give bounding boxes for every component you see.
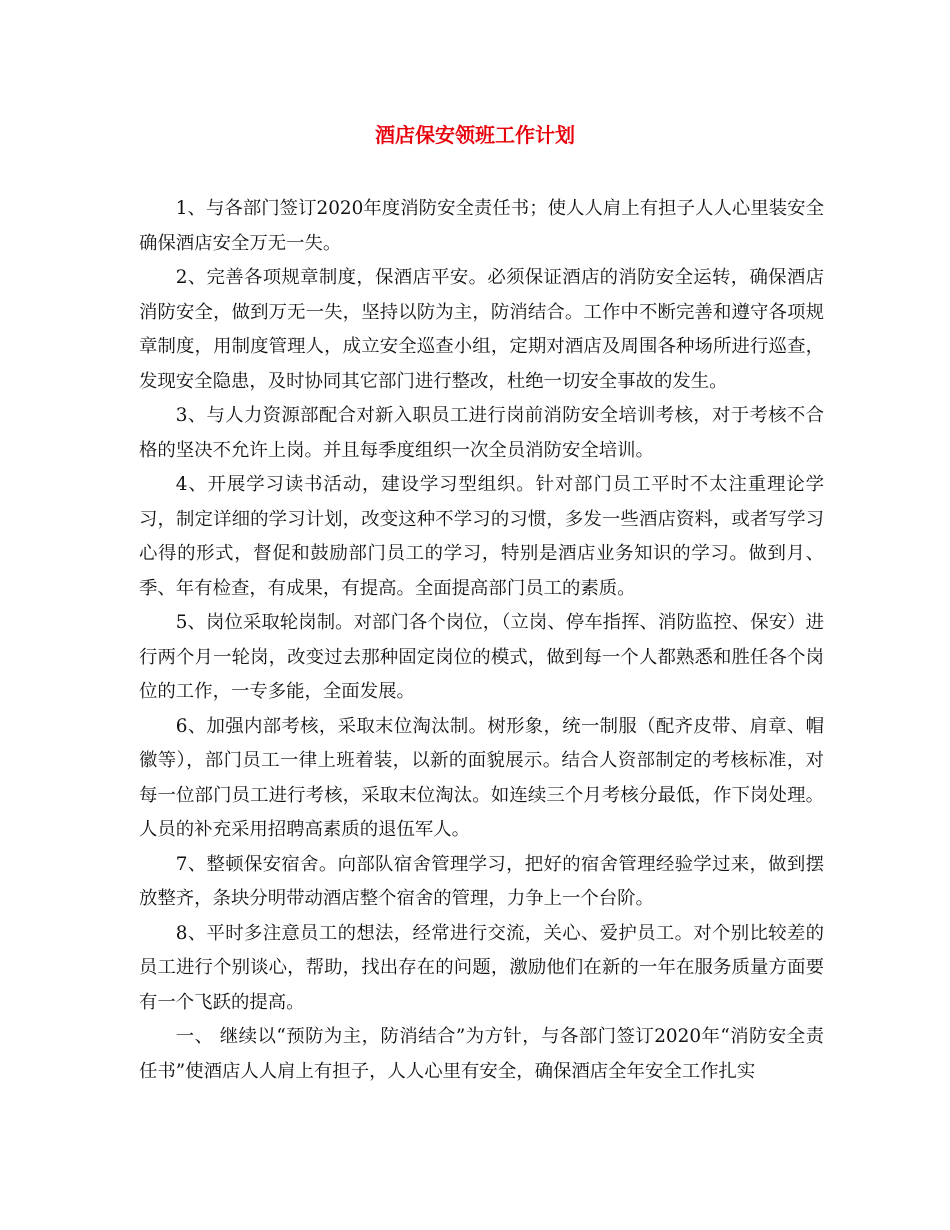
paragraph-5: 5、岗位采取轮岗制。对部门各个岗位，（立岗、停车指挥、消防监控、保安）进行两个月一轮岗，改变过去那种固定岗位的模式，做到每一个人都熟悉和胜任各个岗位的工作，一专多能，全面发展。 — [139, 612, 824, 702]
paragraph-3: 3、与人力资源部配合对新入职员工进行岗前消防安全培训考核，对于考核不合格的坚决不允许上岗。并且每季度组织一次全员消防安全培训。 — [139, 405, 824, 461]
paragraph-8: 8、平时多注意员工的想法，经常进行交流，关心、爱护员工。对个别比较差的员工进行个别谈心，帮助，找出存在的问题，激励他们在新的一年在服务质量方面要有一个飞跃的提高。 — [139, 922, 824, 1013]
document-body — [139, 192, 824, 1089]
paragraph-6: 6、加强内部考核，采取末位淘汰制。树形象，统一制服（配齐皮带、肩章、帽徽等），部门员工一律上班着装，以新的面貌展示。结合人资部制定的考核标准，对每一位部门员工进行考核，采取末位淘汰。如连续三个月考核分最低，作下岗处理。人员的补充采用招聘高素质的退伍军人。 — [139, 715, 824, 840]
paragraph-9: 一、 继续以“预防为主，防消结合”为方针，与各部门签订2020年“消防安全责任书”使酒店人人肩上有担子，人人心里有安全，确保酒店全年安全工作扎实 — [139, 1026, 824, 1082]
paragraph-1: 1、与各部门签订2020年度消防安全责任书；使人人肩上有担子人人心里装安全确保酒店安全万无一失。 — [139, 198, 824, 254]
paragraph-7: 7、整顿保安宿舍。向部队宿舍管理学习，把好的宿舍管理经验学过来，做到摆放整齐，条块分明带动酒店整个宿舍的管理，力争上一个台阶。 — [139, 853, 824, 909]
paragraph-2: 2、完善各项规章制度，保酒店平安。必须保证酒店的消防安全运转，确保酒店消防安全，做到万无一失，坚持以防为主，防消结合。工作中不断完善和遵守各项规章制度，用制度管理人，成立安全巡查小组，定期对酒店及周围各种场所进行巡查，发现安全隐患，及时协同其它部门进行整改，杜绝一切安全事故的发生。 — [139, 267, 824, 392]
document-title: 酒店保安领班工作计划 — [375, 123, 575, 147]
paragraph-4: 4、开展学习读书活动，建设学习型组织。针对部门员工平时不太注重理论学习，制定详细的学习计划，改变这种不学习的习惯，多发一些酒店资料，或者写学习心得的形式，督促和鼓励部门员工的学习，特别是酒店业务知识的学习。做到月、季、年有检查，有成果，有提高。全面提高部门员工的素质。 — [139, 474, 824, 599]
